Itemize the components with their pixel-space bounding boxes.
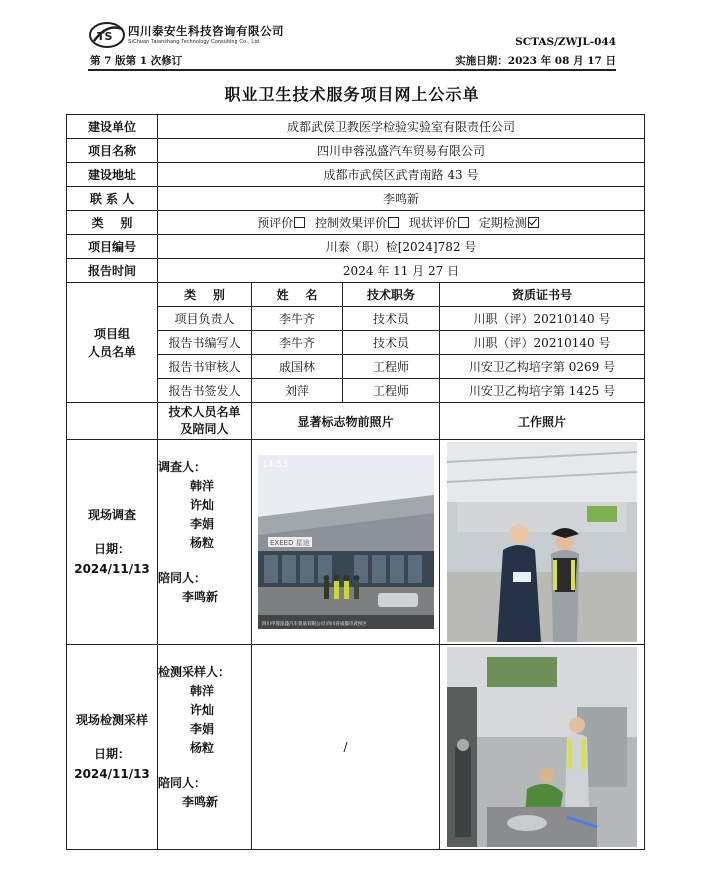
project-label: 项目名称 [67, 139, 158, 163]
sampling-landmark-cell [252, 645, 440, 850]
sampling-label: 现场检测采样 [75, 713, 148, 727]
project-value: 四川申蓉泓盛汽车贸易有限公司 [158, 139, 645, 163]
sampling-label-cell [67, 645, 158, 850]
sampling-work-photo [447, 647, 637, 847]
builder-value: 成都武侯卫教医学检验实验室有限责任公司 [158, 115, 645, 139]
sampler-name: 韩洋 [190, 684, 215, 698]
landmark-photo-cell [252, 440, 440, 645]
member-role: 报告书审核人 [158, 355, 252, 379]
report-time-label: 报告时间 [67, 259, 158, 283]
version-text: 第 7 版第 1 次修订 [90, 55, 183, 67]
member-role: 报告书签发人 [158, 379, 252, 403]
contact-label: 联 系 人 [67, 187, 158, 211]
survey-date: 2024/11/13 [74, 562, 150, 576]
sampling-work-photo-cell [440, 645, 645, 850]
member-name: 李牛齐 [252, 331, 343, 355]
landmark-photo-header: 显著标志物前照片 [252, 403, 440, 440]
samplers-label: 检测采样人： [158, 665, 231, 679]
survey-date-label: 日期： [93, 542, 130, 556]
landmark-photo [258, 455, 434, 629]
team-header-title: 技术职务 [343, 283, 440, 307]
sampling-escort-label: 陪同人： [158, 776, 207, 790]
project-number-label: 项目编号 [67, 235, 158, 259]
company-logo-icon [88, 21, 126, 49]
report-time-value: 2024 年 11 月 27 日 [158, 259, 645, 283]
survey-label: 现场调查 [87, 508, 136, 522]
builder-label: 建设单位 [67, 115, 158, 139]
team-header-role: 类 别 [158, 283, 252, 307]
company-name: 四川泰安生科技咨询有限公司 [128, 24, 284, 38]
category-label: 类 别 [67, 211, 158, 235]
survey-escort-name: 李鸣新 [182, 590, 219, 604]
member-title: 工程师 [343, 379, 440, 403]
member-name: 李牛齐 [252, 307, 343, 331]
contact-value: 李鸣新 [158, 187, 645, 211]
member-name: 刘萍 [252, 379, 343, 403]
checkbox-status-evaluation[interactable] [458, 217, 469, 228]
checkbox-control-effect[interactable] [388, 217, 399, 228]
landmark-placeholder: / [343, 740, 348, 754]
investigator-name: 许灿 [190, 498, 215, 512]
member-role: 项目负责人 [158, 307, 252, 331]
empty-corner-cell [67, 403, 158, 440]
address-value: 成都市武侯区武青南路 43 号 [158, 163, 645, 187]
investigator-name: 杨粒 [190, 536, 215, 550]
staff-header: 技术人员名单 及陪同人 [158, 403, 252, 440]
member-role: 报告书编写人 [158, 331, 252, 355]
svg-text:14:53: 14:53 [261, 460, 288, 470]
survey-work-photo-cell [440, 440, 645, 645]
svg-text:四川申蓉泓盛汽车贸易有限公司 四川省成都市武侯区: 四川申蓉泓盛汽车贸易有限公司 四川省成都市武侯区 [261, 622, 367, 627]
survey-label-cell [67, 440, 158, 645]
member-cert: 川职（评）20210140 号 [440, 307, 645, 331]
member-cert: 川安卫乙构培字第 0269 号 [440, 355, 645, 379]
sampler-name: 杨粒 [190, 741, 215, 755]
sampler-name: 许灿 [190, 703, 215, 717]
option-pre-evaluation[interactable]: 预评价 [257, 216, 311, 230]
project-number-value: 川泰（职）检[2024]782 号 [158, 235, 645, 259]
team-header-cert: 资质证书号 [440, 283, 645, 307]
member-title: 技术员 [343, 331, 440, 355]
implementation-date: 实施日期：2023 年 08 月 17 日 [455, 55, 616, 67]
checkbox-pre-evaluation[interactable] [294, 217, 305, 228]
team-header-name: 姓 名 [252, 283, 343, 307]
member-cert: 川安卫乙构培字第 1425 号 [440, 379, 645, 403]
option-periodic-testing[interactable]: 定期检测 [479, 216, 545, 230]
option-control-effect[interactable]: 控制效果评价 [315, 216, 405, 230]
sampling-escort-name: 李鸣新 [182, 795, 219, 809]
sampling-date-label: 日期： [93, 747, 130, 761]
header-divider [88, 69, 616, 71]
sampling-staff-cell [158, 645, 252, 850]
investigators-label: 调查人： [158, 460, 207, 474]
announcement-form [66, 114, 645, 850]
team-label: 项目组 人员名单 [67, 283, 158, 403]
survey-staff-cell [158, 440, 252, 645]
checkbox-periodic-testing[interactable] [528, 217, 539, 228]
member-cert: 川职（评）20210140 号 [440, 331, 645, 355]
work-photo-header: 工作照片 [440, 403, 645, 440]
investigator-name: 韩洋 [190, 479, 215, 493]
investigator-name: 李娟 [190, 517, 215, 531]
survey-work-photo [447, 442, 637, 642]
company-name-en: SiChuan Taianshang Technology Consulting Co., Ltd. [128, 39, 261, 45]
sampler-name: 李娟 [190, 722, 215, 736]
option-status-evaluation[interactable]: 现状评价 [409, 216, 475, 230]
page-title: 职业卫生技术服务项目网上公示单 [224, 85, 480, 104]
survey-escort-label: 陪同人： [158, 571, 207, 585]
svg-text:EXEED 星途: EXEED 星途 [269, 539, 310, 547]
category-options [158, 211, 645, 235]
address-label: 建设地址 [67, 163, 158, 187]
document-number: SCTAS/ZWJL-044 [515, 36, 616, 48]
member-title: 技术员 [343, 307, 440, 331]
sampling-date: 2024/11/13 [74, 767, 150, 781]
member-name: 戚国林 [252, 355, 343, 379]
member-title: 工程师 [343, 355, 440, 379]
svg-text:TS: TS [97, 30, 113, 43]
